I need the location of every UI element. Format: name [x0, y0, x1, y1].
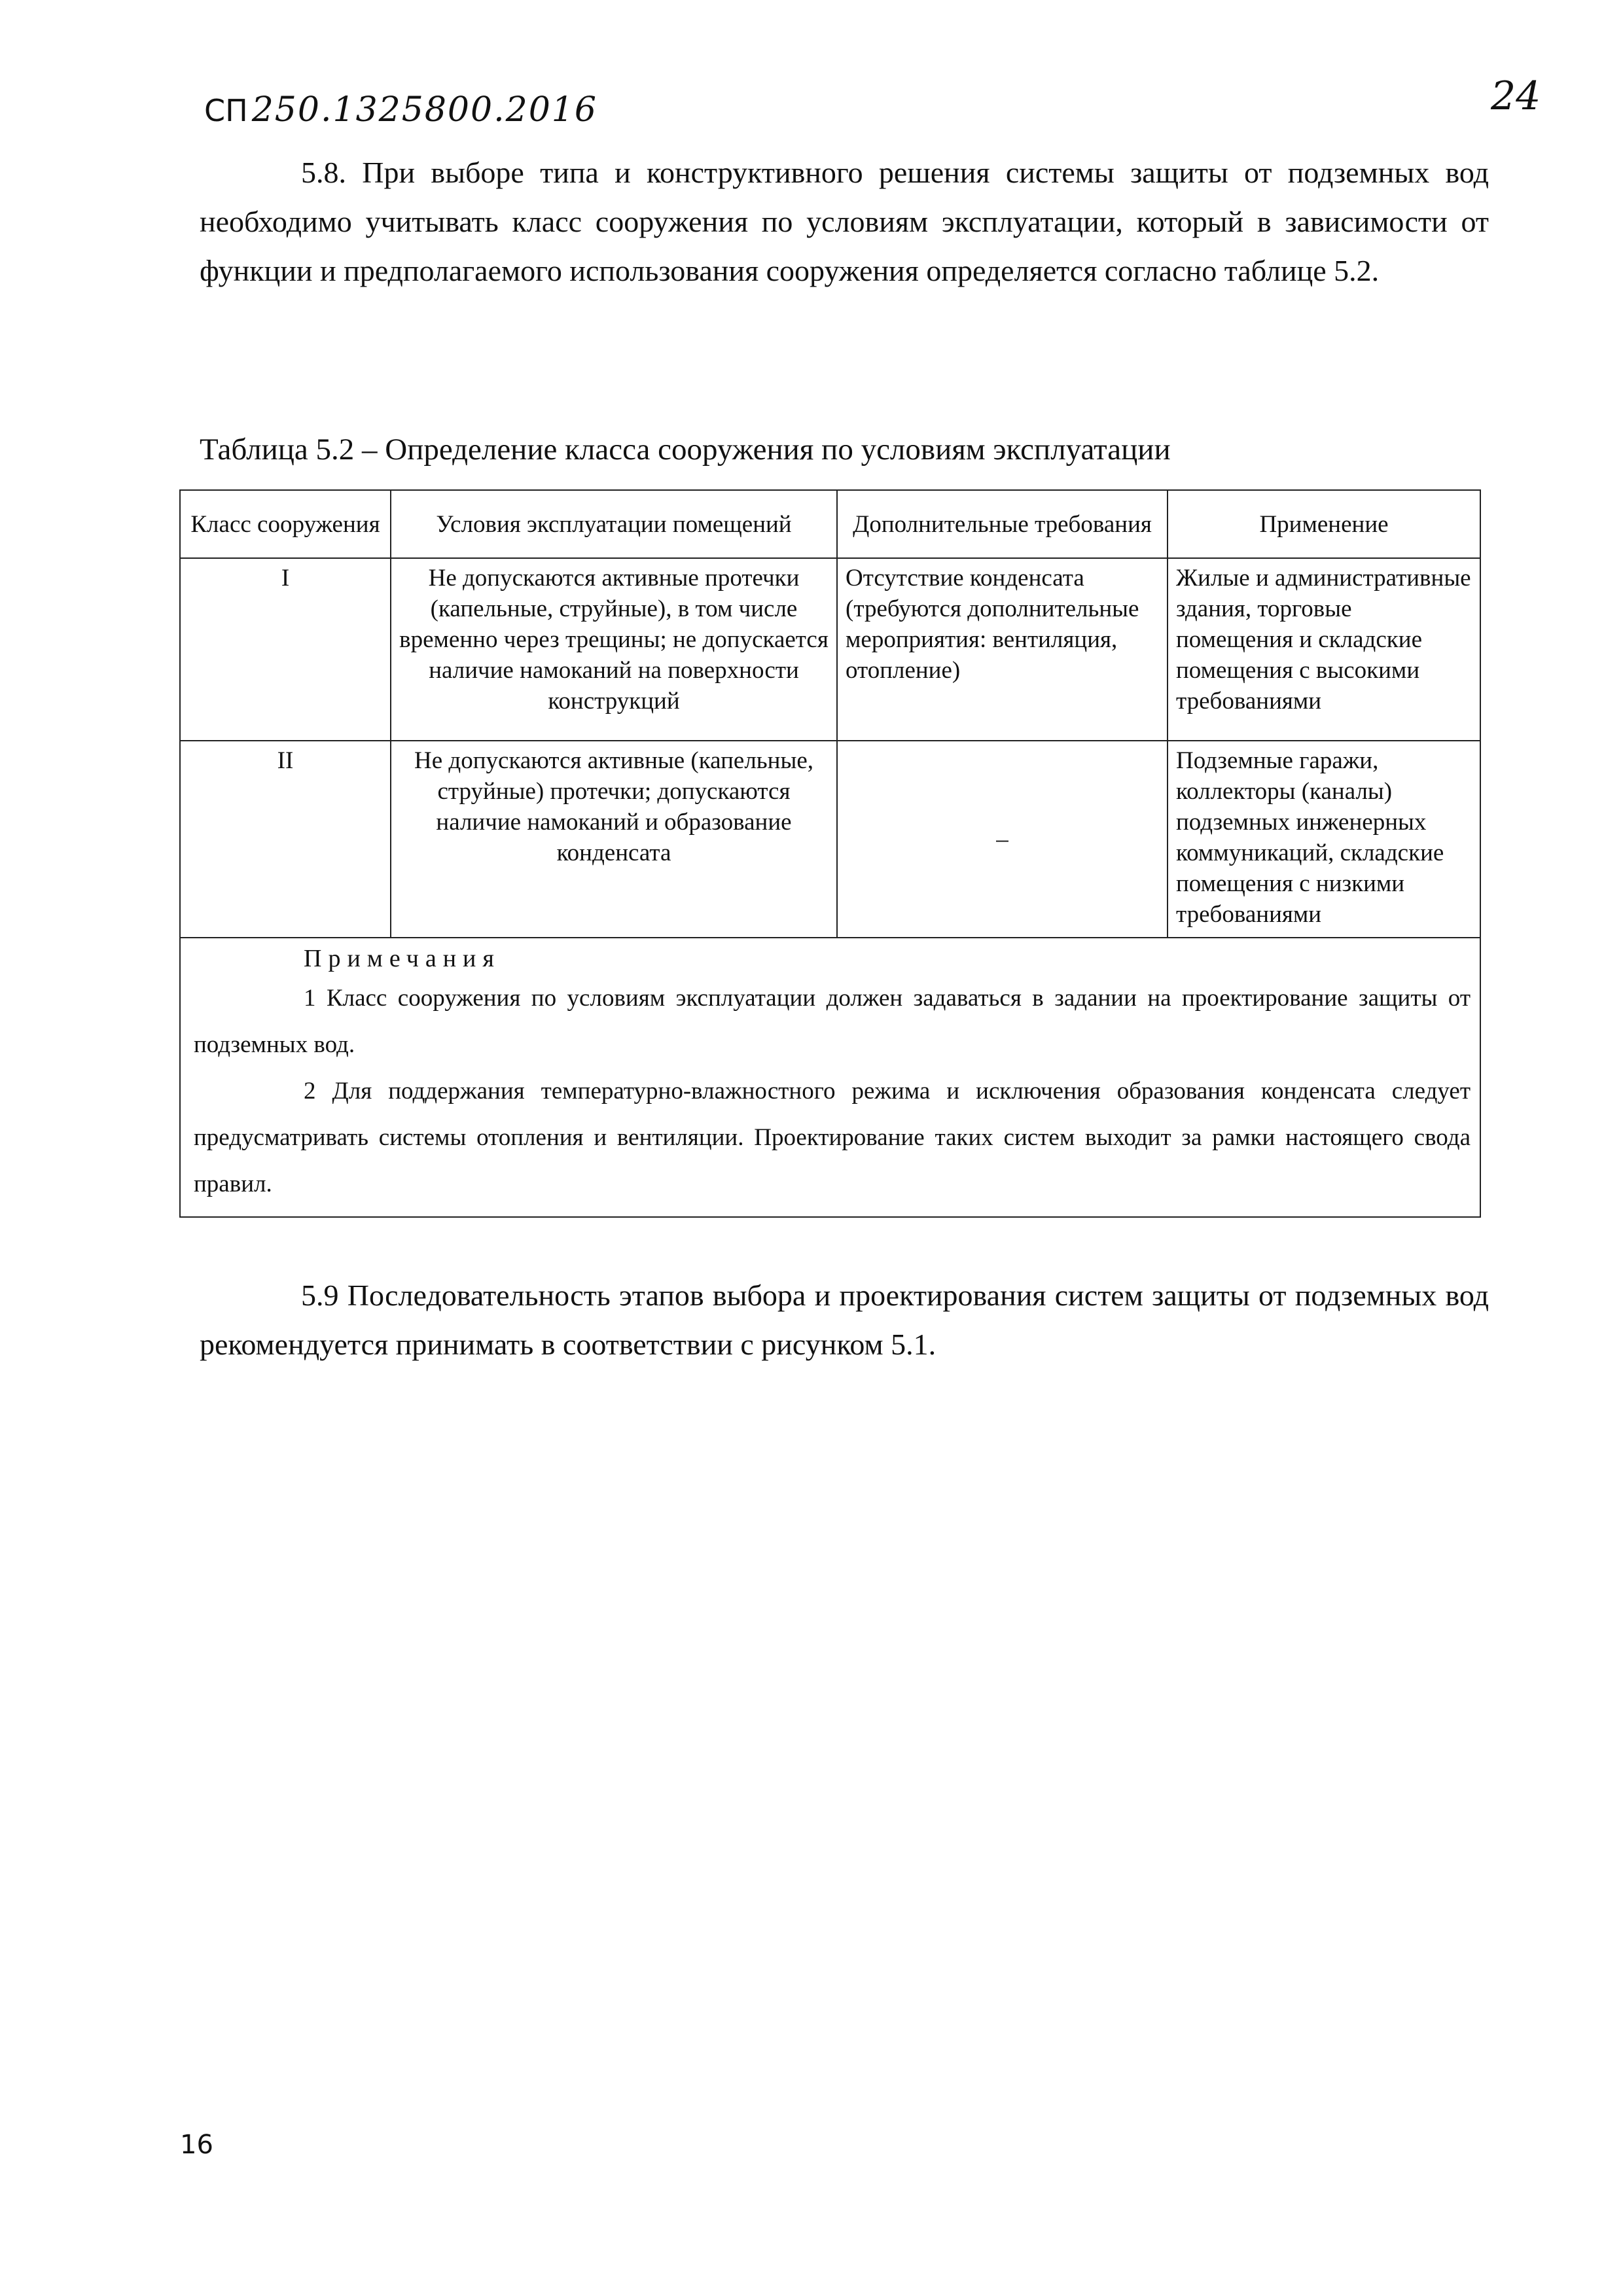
table-row — [180, 741, 1480, 938]
header-conditions: Условия эксплуатации помещений — [391, 490, 837, 558]
cell-application: Подземные гаражи, коллекторы (каналы) подземных инженерных коммуникаций, складские помещения с низкими требованиями — [1168, 741, 1480, 938]
document-code-handwritten: 250.1325800.2016 — [251, 90, 597, 130]
table-caption: Таблица 5.2 – Определение класса сооружения по условиям эксплуатации — [200, 433, 1171, 467]
paragraph-5-9: 5.9 Последовательность этапов выбора и проектирования систем защиты от подземных вод рекомендуется принимать в соответствии с рисунком 5.1. — [200, 1279, 1489, 1361]
cell-conditions: Не допускаются активные протечки (капельные, струйные), в том числе временно через трещины; не допускается наличие намоканий на поверхности конструкций — [391, 558, 837, 741]
cell-requirements: – — [837, 741, 1168, 938]
header-application: Применение — [1168, 490, 1480, 558]
table-header-row — [180, 490, 1480, 558]
cell-class: I — [180, 558, 391, 741]
notes-row — [180, 938, 1480, 1217]
notes-cell — [180, 938, 1480, 1217]
table-row — [180, 558, 1480, 741]
handwritten-page-number: 24 — [1491, 73, 1541, 119]
notes-title: Примечания — [304, 945, 501, 972]
header-requirements: Дополнительные требования — [837, 490, 1168, 558]
header-class: Класс сооружения — [180, 490, 391, 558]
document-code-prefix: СП — [204, 93, 248, 128]
cell-class: II — [180, 741, 391, 938]
note-1: 1 Класс сооружения по условиям эксплуатации должен задаваться в задании на проектирование защиты от подземных вод. — [194, 985, 1471, 1058]
class-table — [179, 489, 1481, 1218]
cell-requirements: Отсутствие конденсата (требуются дополнительные мероприятия: вентиляция, отопление) — [837, 558, 1168, 741]
cell-conditions: Не допускаются активные (капельные, струйные) протечки; допускаются наличие намоканий и образование конденсата — [391, 741, 837, 938]
page-number: 16 — [180, 2130, 213, 2160]
cell-application: Жилые и административные здания, торговые помещения и складские помещения с высокими требованиями — [1168, 558, 1480, 741]
note-2: 2 Для поддержания температурно-влажностного режима и исключения образования конденсата следует предусматривать системы отопления и вентиляции. Проектирование таких систем выходит за рамки настоящего свода правил. — [194, 1078, 1471, 1197]
document-code — [204, 90, 597, 130]
paragraph-5-8: 5.8. При выборе типа и конструктивного решения системы защиты от подземных вод необходимо учитывать класс сооружения по условиям эксплуатации, который в зависимости от функции и предполагаемого использования сооружения определяется согласно таблице 5.2. — [200, 156, 1489, 287]
